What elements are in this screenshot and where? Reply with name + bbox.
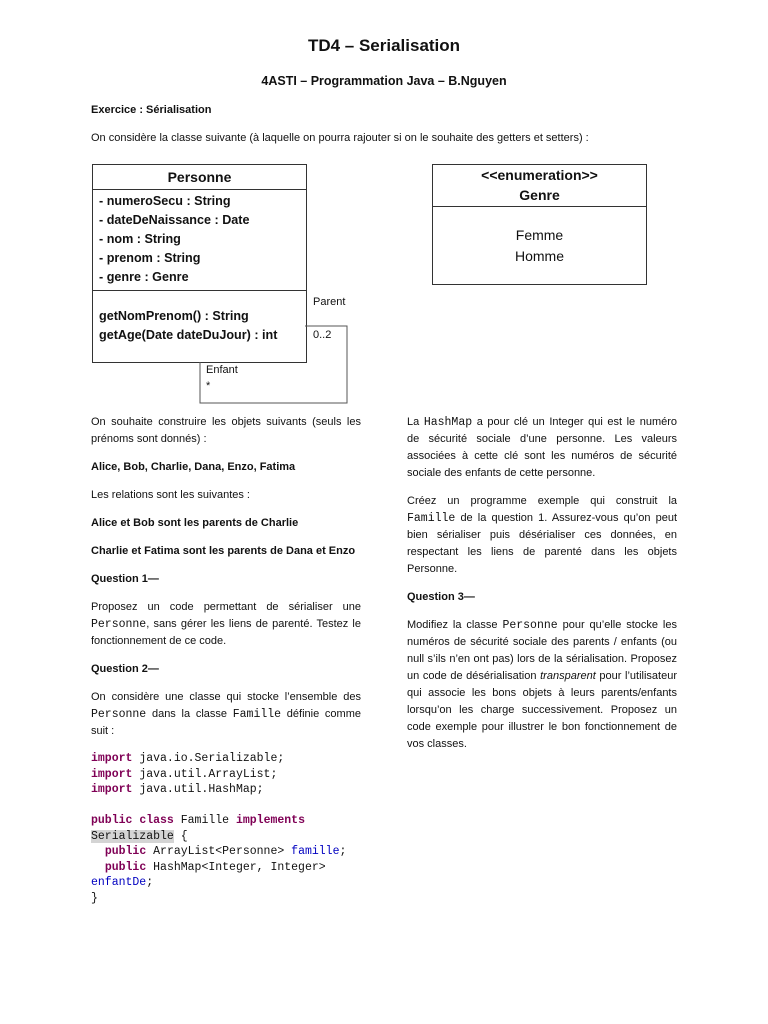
association-parent-label: Parent	[313, 296, 346, 308]
names-list: Alice, Bob, Charlie, Dana, Enzo, Fatima	[91, 461, 296, 473]
page-subtitle: 4ASTI – Programmation Java – B.Nguyen	[261, 74, 507, 88]
relation: Charlie et Fatima sont les parents de Dana et Enzo	[91, 545, 356, 557]
question-3-heading: Question 3—	[407, 591, 475, 603]
uml-attribute: - numeroSecu : String	[99, 194, 231, 208]
question-1-heading: Question 1—	[91, 573, 159, 585]
paragraph: Les relations sont les suivantes :	[91, 489, 250, 501]
uml-enum-name: Genre	[519, 187, 560, 203]
right-column	[407, 414, 677, 764]
uml-attribute: - prenom : String	[99, 251, 201, 265]
uml-method: getNomPrenom() : String	[99, 309, 249, 323]
intro-text: On considère la classe suivante (à laquelle on pourra rajouter si on le souhaite des getters et setters) :	[91, 132, 589, 144]
uml-attribute: - nom : String	[99, 232, 181, 246]
exercise-heading: Exercice : Sérialisation	[91, 104, 212, 116]
question-2-text: On considère une classe qui stocke l’ensemble des Personne dans la classe Famille définie comme suit :	[91, 691, 361, 737]
uml-attribute: - dateDeNaissance : Date	[99, 213, 250, 227]
uml-attribute: - genre : Genre	[99, 270, 189, 284]
uml-self-association	[0, 0, 768, 420]
page-title: TD4 – Serialisation	[307, 36, 461, 55]
uml-class-name: Personne	[93, 165, 306, 190]
association-child-label: Enfant	[206, 364, 238, 376]
uml-enum-value: Femme	[515, 227, 564, 243]
uml-stereotype: <<enumeration>>	[481, 167, 598, 183]
association-child-multiplicity: *	[206, 380, 211, 392]
question-1-text: Proposez un code permettant de sérialiser une Personne, sans gérer les liens de parenté. Testez le fonctionnement de ce code.	[91, 601, 361, 647]
relation: Alice et Bob sont les parents de Charlie	[91, 517, 299, 529]
question-2-heading: Question 2—	[91, 663, 159, 675]
association-parent-multiplicity: 0..2	[313, 329, 332, 341]
code-block: import java.io.Serializable; import java.util.ArrayList; import java.util.HashMap; public class Famille implements Serializable { public ArrayList<Personne> famille; public HashMap<Integer, Integer> enfantDe; }	[91, 752, 347, 905]
left-column	[91, 414, 361, 906]
paragraph: Créez un programme exemple qui construit la Famille de la question 1. Assurez-vous qu’on peut bien sérialiser puis désérialiser ces données, en respectant les liens de parenté dans les objets Personne.	[407, 495, 678, 575]
uml-method: getAge(Date dateDuJour) : int	[99, 328, 278, 342]
uml-enum-value: Homme	[514, 248, 564, 264]
paragraph: On souhaite construire les objets suivants (seuls les prénoms sont donnés) :	[91, 416, 361, 445]
paragraph: La HashMap a pour clé un Integer qui est le numéro de sécurité sociale d’une personne. Les valeurs associées à cette clé sont les numéros de sécurité sociale des enfants de cette personne.	[407, 416, 677, 479]
question-3-text: Modifiez la classe Personne pour qu’elle stocke les numéros de sécurité sociale des parents / enfants (ou null s’ils n’en ont pas) lors de la sérialisation. Proposez un code de désérialisation transparent pour l’utilisateur qui associe les bons objets à leurs parents/enfants lorsqu’on les charge successivement. Proposez un code exemple pour illustrer le bon fonctionnement de vos classes.	[407, 619, 678, 750]
